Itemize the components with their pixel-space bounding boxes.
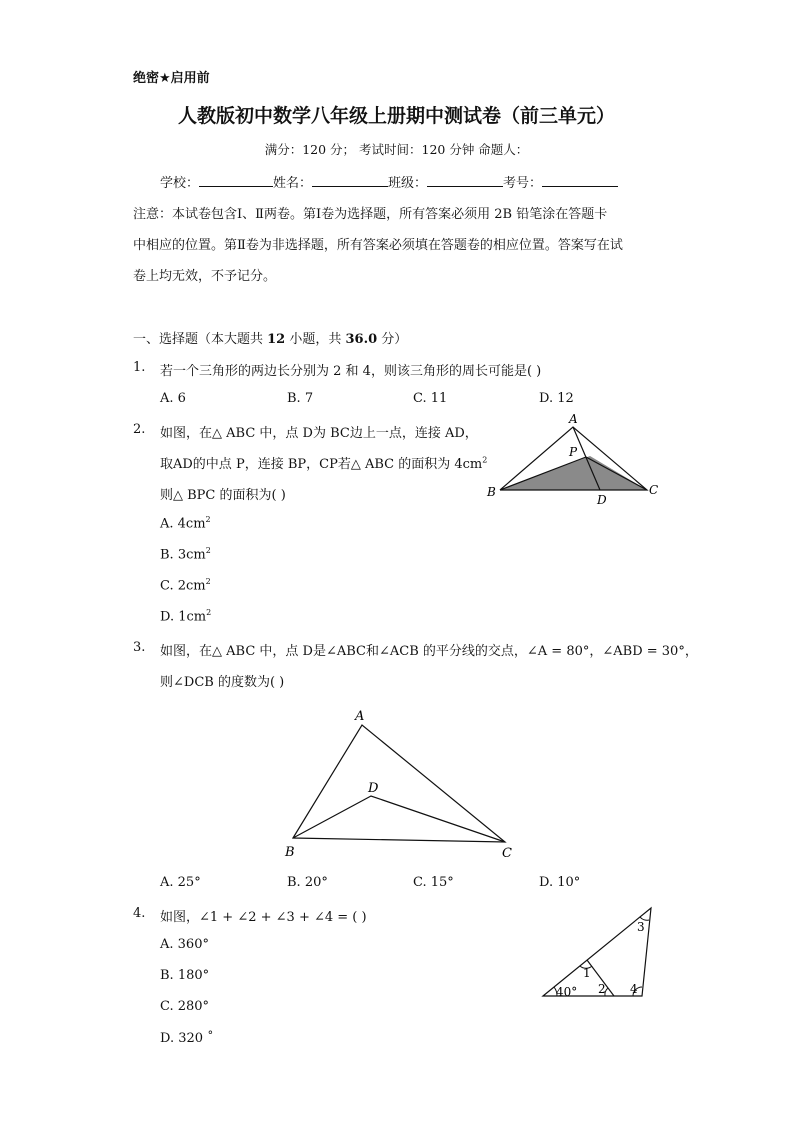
q4-label-40: 40°: [556, 985, 578, 999]
q2-option-d[interactable]: D. $1cm^2$: [160, 608, 212, 625]
q4-label-3: 3: [637, 920, 645, 934]
q2-label-d: D: [597, 493, 607, 507]
q1-text: 若一个三角形的两边长分别为 2 和 4，则该三角形的周长可能是( ): [160, 364, 542, 379]
q3-triangle-figure: [275, 700, 525, 865]
q4-text: 如图，∠1 + ∠2 + ∠3 + ∠4 = ( ): [160, 910, 367, 925]
q2-line-1: 如图，在△ ABC 中，点 D为 BC边上一点，连接 AD，: [160, 426, 478, 441]
number-blank[interactable]: [542, 174, 618, 187]
q3-option-b[interactable]: B. 20°: [287, 875, 328, 890]
class-blank[interactable]: [427, 174, 503, 187]
q3-label-d: D: [368, 781, 379, 796]
exam-title: 人教版初中数学八年级上册期中测试卷（前三单元）: [177, 105, 615, 127]
q1-option-c[interactable]: C. 11: [413, 391, 448, 406]
q3-label-b: B: [285, 845, 295, 860]
q4-label-4: 4: [630, 982, 638, 996]
q1-option-a[interactable]: A. 6: [160, 391, 186, 406]
q2-option-a[interactable]: A. $4cm^2$: [160, 515, 211, 532]
q4-option-a[interactable]: A. 360°: [160, 937, 209, 952]
q3-label-a: A: [355, 709, 365, 724]
q2-option-b[interactable]: B. $3cm^2$: [160, 546, 211, 563]
q1-number: 1.: [133, 360, 146, 375]
q3-line-1: 如图，在△ ABC 中，点 D是∠ABC和∠ACB 的平分线的交点，∠A = 80°，∠ABD = 30°，: [160, 644, 698, 659]
q4-number: 4.: [133, 906, 146, 921]
q2-shaded-region: [500, 456, 647, 490]
q4-option-d[interactable]: D. 320 ˚: [160, 1031, 214, 1046]
name-blank[interactable]: [312, 174, 388, 187]
notice-line-2: 中相应的位置。第Ⅱ卷为非选择题，所有答案必须填在答题卷的相应位置。答案写在试: [133, 238, 623, 253]
exam-meta: 满分：120 分； 考试时间：120 分钟 命题人：: [264, 142, 529, 157]
q2-line-3: 则△ BPC 的面积为( ): [160, 488, 286, 503]
q4-triangle-figure: [535, 900, 665, 1005]
q3-line-2: 则∠DCB 的度数为( ): [160, 675, 285, 690]
q3-option-c[interactable]: C. 15°: [413, 875, 454, 890]
q1-option-d[interactable]: D. 12: [539, 391, 574, 406]
q3-option-d[interactable]: D. 10°: [539, 875, 581, 890]
q3-option-a[interactable]: A. 25°: [160, 875, 201, 890]
class-label: 班级：: [388, 176, 428, 191]
section-heading: 一、选择题（本大题共 12 小题，共 36.0 分）: [133, 332, 408, 347]
q4-option-b[interactable]: B. 180°: [160, 968, 210, 983]
q3-number: 3.: [133, 640, 146, 655]
q2-triangle-figure: [480, 410, 670, 510]
q4-label-1: 1: [583, 966, 591, 980]
q2-label-c: C: [649, 483, 659, 497]
notice-line-3: 卷上均无效，不予记分。: [133, 269, 277, 284]
q2-label-b: B: [487, 485, 496, 499]
notice-line-1: 注意：本试卷包含Ⅰ、Ⅱ两卷。第Ⅰ卷为选择题，所有答案必须用 2B 铅笔涂在答题卡: [133, 207, 608, 222]
q2-label-a: A: [569, 412, 578, 426]
q1-option-b[interactable]: B. 7: [287, 391, 314, 406]
q4-label-2: 2: [598, 982, 606, 996]
school-blank[interactable]: [199, 174, 273, 187]
number-label: 考号：: [503, 176, 543, 191]
confidential-label: 绝密★启用前: [133, 71, 210, 86]
q2-label-p: P: [569, 445, 578, 459]
q2-option-c[interactable]: C. $2cm^2$: [160, 577, 211, 594]
q2-line-2: 取AD的中点 P，连接 BP，CP若△ ABC 的面积为 $4cm^2$: [160, 455, 488, 472]
q4-option-c[interactable]: C. 280°: [160, 999, 210, 1014]
q3-label-c: C: [502, 846, 512, 861]
q2-number: 2.: [133, 422, 146, 437]
student-info-line: [160, 172, 618, 191]
school-label: 学校：: [160, 176, 200, 191]
name-label: 姓名：: [273, 176, 313, 191]
